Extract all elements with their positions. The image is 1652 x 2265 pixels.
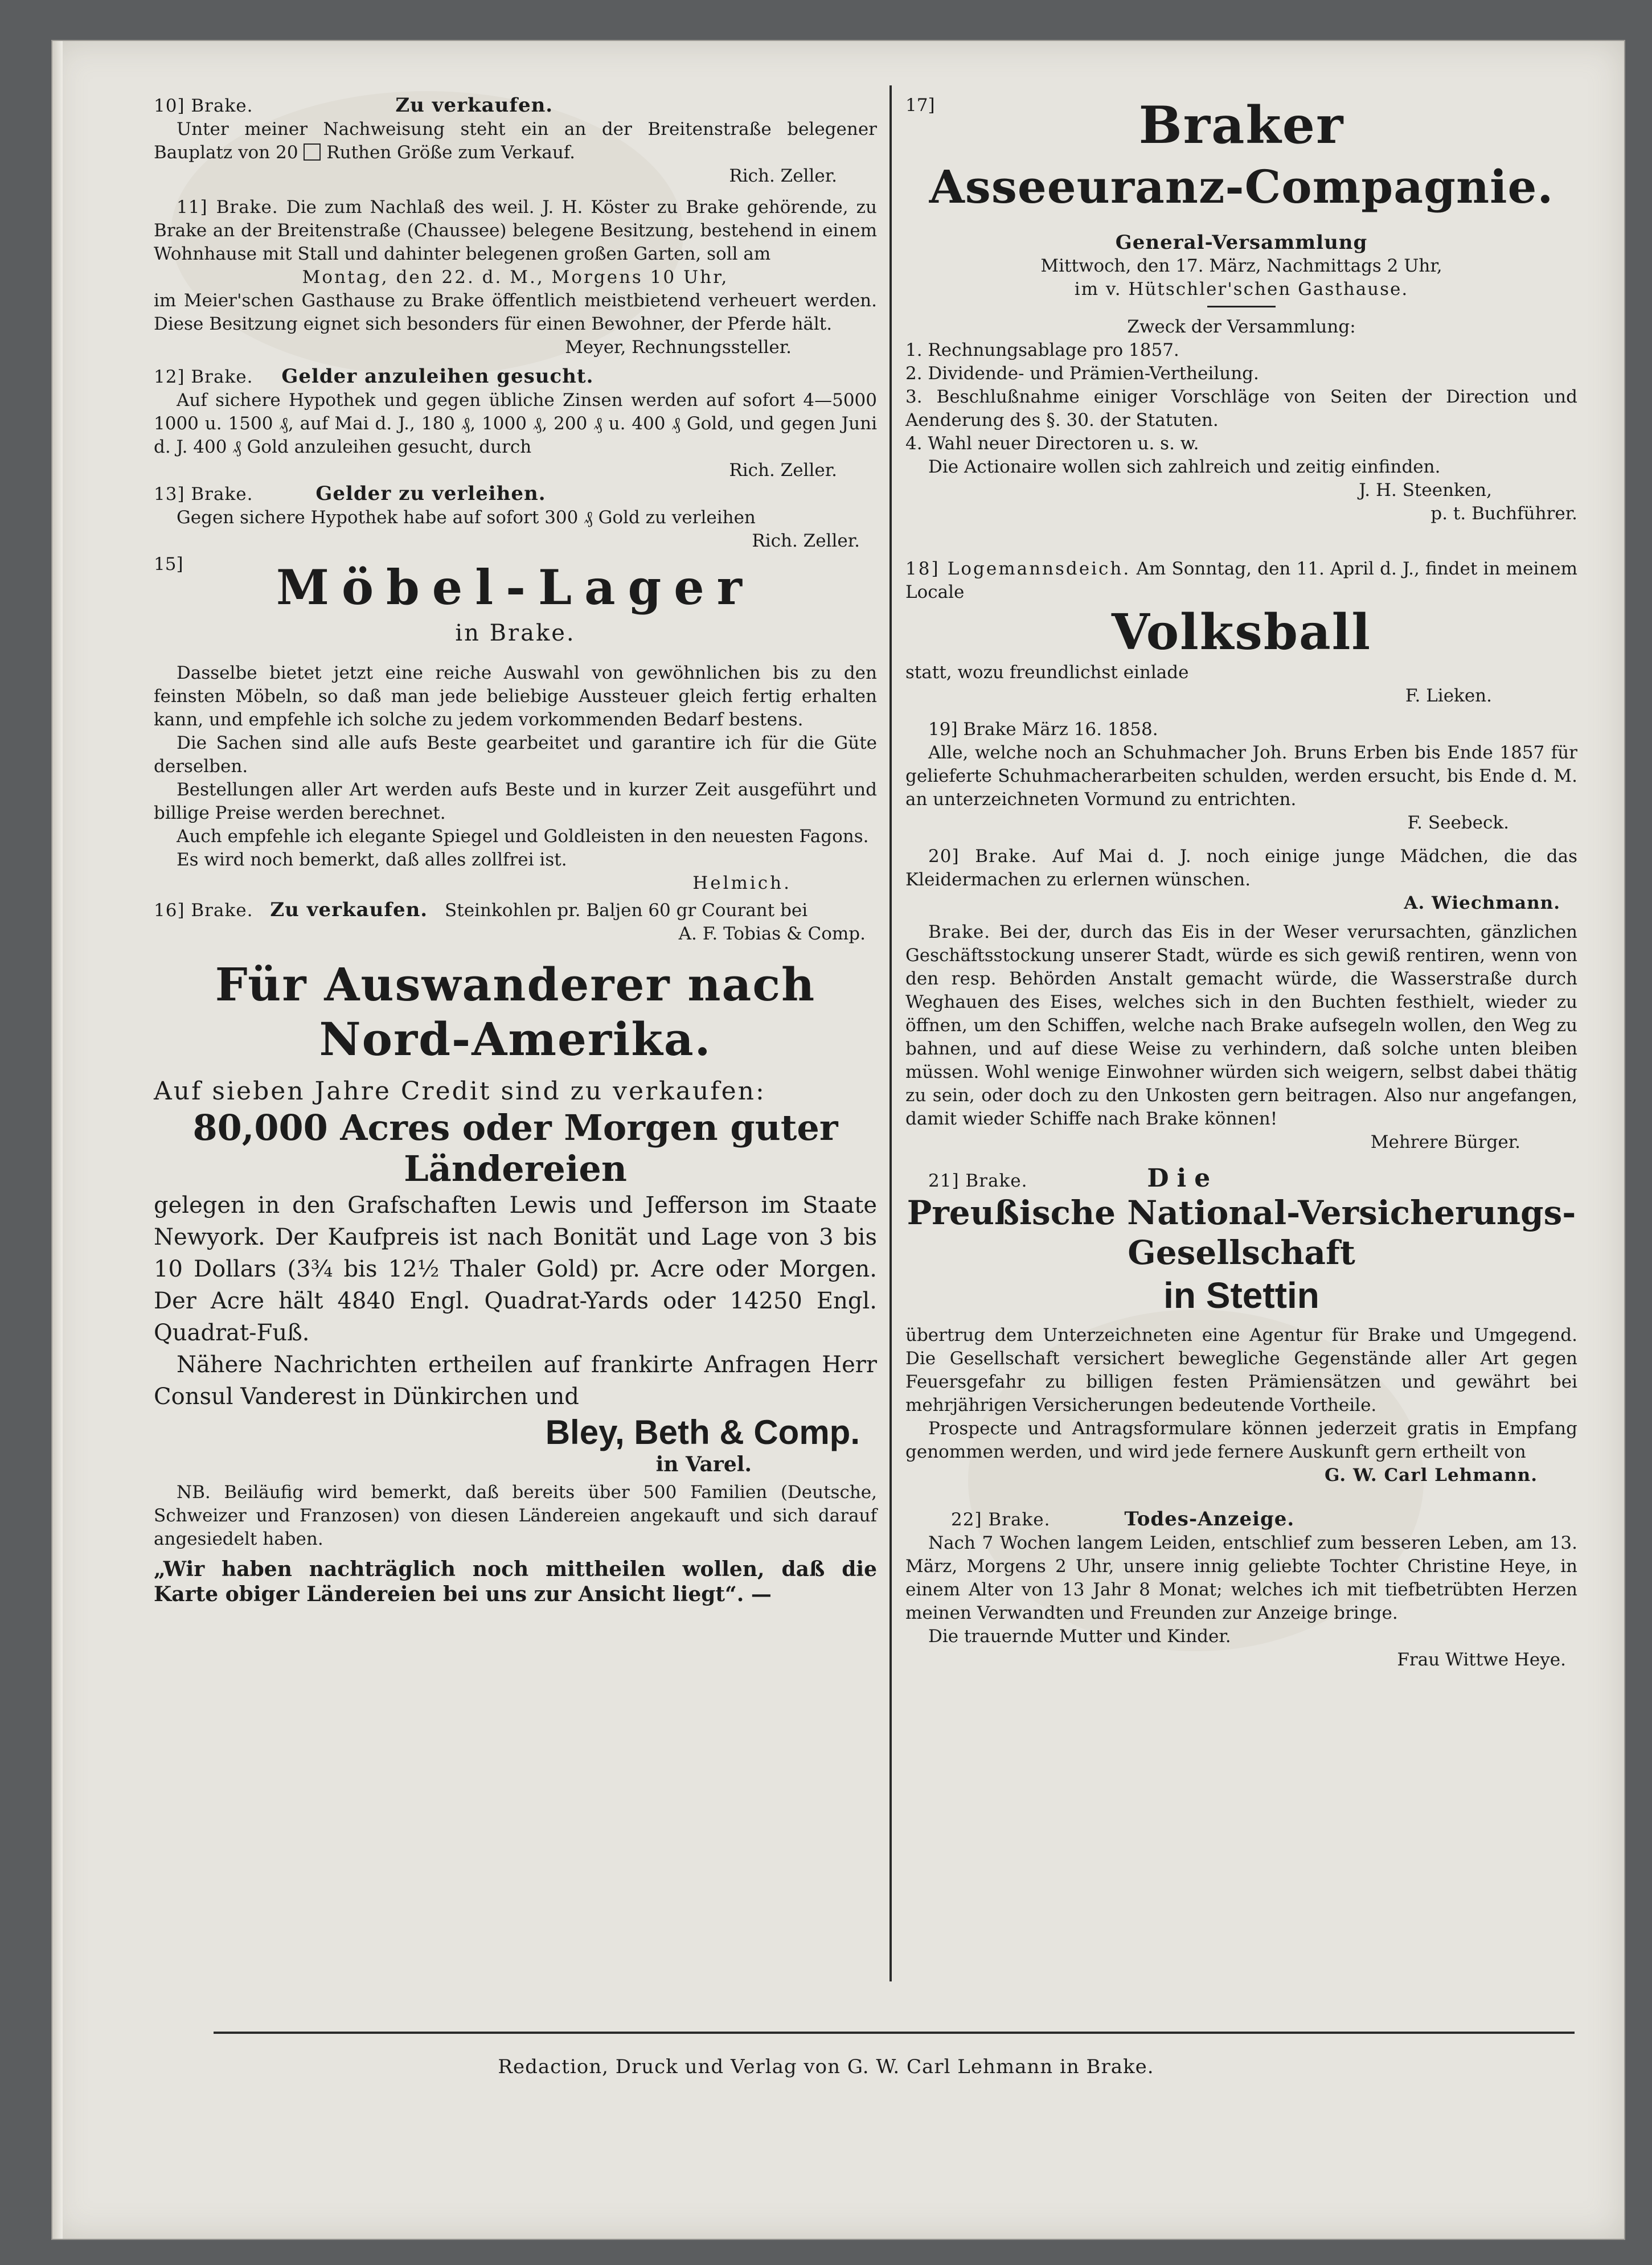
ad-signature: G. W. Carl Lehmann. — [1324, 1465, 1538, 1486]
ad-text: Am Sonntag, den 11. April d. J., findet in meinem Locale — [905, 559, 1578, 602]
ad-label: 22] Brake. — [951, 1509, 1051, 1530]
ad-date: Mittwoch, den 17. März, Nachmittags 2 Uhr, — [1040, 256, 1442, 276]
ad-heading: Gelder zu verleihen. — [315, 482, 546, 505]
ad-signature: Rich. Zeller. — [729, 460, 837, 481]
ad-label: 17] — [905, 95, 935, 116]
ad-label: 15] — [154, 554, 183, 575]
right-column — [905, 94, 1577, 1672]
ad-label: Brake. — [928, 922, 991, 942]
ad-heading: Zu verkaufen. — [270, 898, 428, 921]
ad-text: Gegen sichere Hypothek habe auf sofort 300 ₰ Gold zu verleihen — [177, 507, 756, 528]
firm-place: in Varel. — [655, 1452, 752, 1476]
footer-rule — [214, 2032, 1575, 2034]
ad-title: Braker — [1138, 95, 1344, 155]
ad-signature: J. H. Steenken, — [1359, 480, 1492, 500]
ad-text: Auf Mai d. J. noch einige junge Mädchen, die das Kleidermachen zu erlernen wünschen. — [905, 846, 1577, 890]
ad-text: Alle, welche noch an Schuhmacher Joh. Bruns Erben bis Ende 1857 für gelieferte Schuhmacherarbeiten schulden, werden ersucht, bis Ende d. M. an unterzeichneten Vormund zu entrichten. — [905, 742, 1577, 810]
ad-text: statt, wozu freundlichst einlade — [905, 662, 1189, 683]
ad-text: Bei der, durch das Eis in der Weser verursachten, gänzlichen Geschäftsstockung unserer Stadt, würde es sich gewiß rentiren, wenn von den resp. Behörden Anstalt gemacht würde, die Wasserstraße durch Weghauen des Eises, welches sich in den Buchten festhielt, wieder zu öffnen, um den Schiffen, welche nach Brake aufsegeln wollen, den Weg zu bahnen, und auf diese Weise zu verhindern, daß solche unten bleiben müssen. Wohl wenige Einwohner würden sich weigern, selbst dabei thätig zu sein, oder doch zu den Unkosten gern beitragen. Also nur angefangen, damit wieder Schiffe nach Brake können! — [905, 922, 1577, 1129]
ad-text: Nähere Nachrichten ertheilen auf frankirte Anfragen Herr Consul Vanderest in Dünkirchen und — [154, 1352, 877, 1410]
ad-title: Preußische National-Versicherungs-Gesellschaft — [907, 1193, 1576, 1272]
ad-note: NB. Beiläufig wird bemerkt, daß bereits über 500 Familien (Deutsche, Schweizer und Franzosen) von diesen Ländereien angekauft und sich darauf angesiedelt haben. — [154, 1482, 877, 1549]
column-divider — [889, 85, 892, 1981]
ad-signature: p. t. Buchführer. — [1430, 503, 1577, 524]
ad-11 — [154, 196, 877, 359]
ad-16 — [154, 898, 877, 946]
ad-15 — [154, 553, 877, 895]
ad-brake-ice — [905, 921, 1577, 1154]
ad-text: im Meier'schen Gasthause zu Brake öffentlich meistbietend verheuert werden. Diese Besitzung eignet sich besonders für einen Bewohner, der Pferde hält. — [154, 290, 877, 334]
ad-text: Die trauernde Mutter und Kinder. — [928, 1626, 1231, 1647]
imprint-footer: Redaction, Druck und Verlag von G. W. Carl Lehmann in Brake. — [498, 2055, 1154, 2078]
ad-signature: Helmich. — [692, 873, 792, 893]
ad-heading: General-Versammlung — [1115, 231, 1368, 254]
ad-text: Die zum Nachlaß des weil. J. H. Köster zu Brake gehörende, zu Brake an der Breitenstraße (Chaussee) belegene Besitzung, bestehend in einem Wohnhause mit Stall und dahinter belegenen großen Garten, soll am — [154, 197, 877, 264]
left-column — [154, 94, 877, 1607]
ad-20 — [905, 845, 1577, 915]
ad-heading: Todes-Anzeige. — [1124, 1508, 1295, 1530]
ad-19 — [905, 718, 1577, 835]
ad-text: gelegen in den Grafschaften Lewis und Jefferson im Staate Newyork. Der Kaufpreis ist nach Bonität und Lage von 3 bis 10 Dollars (3¾ bis 12½ Thaler Gold) pr. Acre oder Morgen. Der Acre hält 4840 Engl. Quadrat-Yards oder 14250 Engl. Quadrat-Fuß. — [154, 1192, 877, 1346]
ad-18 — [905, 557, 1577, 708]
ad-label: 13] Brake. — [154, 484, 253, 504]
ad-text: Ruthen Größe zum Verkauf. — [326, 142, 576, 163]
ad-place: in Stettin — [1163, 1275, 1319, 1316]
ad-signature: Frau Wittwe Heye. — [1397, 1649, 1566, 1670]
short-rule — [1207, 306, 1276, 307]
ad-text: Bestellungen aller Art werden aufs Beste und in kurzer Zeit ausgeführt und billige Preise werden berechnet. — [154, 779, 877, 823]
list-item: 2. Dividende- und Prämien-Vertheilung. — [905, 363, 1259, 384]
ad-title: Möbel-Lager — [276, 559, 755, 616]
firm-name: Bley, Beth & Comp. — [545, 1413, 860, 1451]
ad-label: 19] Brake März 16. 1858. — [928, 719, 1158, 740]
ad-13 — [154, 482, 877, 553]
ad-label: 20] Brake. — [928, 846, 1038, 867]
ad-title: Volksball — [1111, 604, 1372, 661]
ad-signature: F. Lieken. — [1405, 686, 1492, 706]
ad-label: 12] Brake. — [154, 367, 253, 387]
ad-emigrants — [154, 957, 877, 1607]
ad-heading: Gelder anzuleihen gesucht. — [281, 365, 594, 388]
ad-text: übertrug dem Unterzeichneten eine Agentur für Brake und Umgegend. Die Gesellschaft versichert bewegliche Gegenstände aller Art gegen Feuersgefahr zu billigen festen Prämiensätzen und gewährt bei mehrjährigen Versicherungen bedeutende Vortheile. — [905, 1325, 1577, 1415]
ad-signature: A. Wiechmann. — [1404, 893, 1560, 913]
ad-label: 21] Brake. — [928, 1171, 1028, 1191]
ad-heading: Zu verkaufen. — [395, 94, 554, 117]
ad-label: 16] Brake. — [154, 900, 253, 921]
ad-21 — [905, 1164, 1577, 1487]
ad-12 — [154, 365, 877, 482]
ad-17 — [905, 94, 1577, 526]
ad-signature: A. F. Tobias & Comp. — [678, 924, 866, 944]
ad-line: 80,000 Acres oder Morgen guter Ländereien — [192, 1107, 838, 1189]
list-item: 1. Rechnungsablage pro 1857. — [905, 340, 1179, 360]
ad-title: Asseeuranz-Compagnie. — [929, 160, 1554, 214]
ad-title: Für Auswanderer nach Nord-Amerika. — [215, 958, 816, 1066]
ad-22 — [905, 1508, 1577, 1672]
ad-heading: Die — [1147, 1164, 1219, 1193]
ad-subheading: Zweck der Versammlung: — [1127, 317, 1356, 337]
ad-text: Es wird noch bemerkt, daß alles zollfrei ist. — [177, 850, 567, 870]
ad-signature: Rich. Zeller. — [752, 531, 860, 551]
ad-text: Nach 7 Wochen langem Leiden, entschlief zum besseren Leben, am 13. März, Morgens 2 Uhr, unsere innig geliebte Tochter Christine Heye, in einem Alter von 13 Jahr 8 Monat; welches ich mit tiefbetrübten Herzen meinen Verwandten und Freunden zur Anzeige bringe. — [905, 1533, 1577, 1623]
ad-line: Auf sieben Jahre Credit sind zu verkaufen: — [154, 1077, 766, 1106]
ad-signature: F. Seebeck. — [1407, 813, 1509, 833]
square-symbol — [304, 143, 321, 161]
ad-text: Auf sichere Hypothek und gegen übliche Zinsen werden auf sofort 4—5000 1000 u. 1500 ₰, auf Mai d. J., 180 ₰, 1000 ₰, 200 ₰ u. 400 ₰ Gold, und gegen Juni d. J. 400 ₰ Gold anzuleihen gesucht, durch — [154, 390, 877, 457]
ad-text: Prospecte und Antragsformulare können jederzeit gratis in Empfang genommen werden, und wird jede fernere Auskunft gern ertheilt von — [905, 1418, 1577, 1462]
ad-place: im v. Hütschler'schen Gasthause. — [1074, 279, 1409, 299]
ad-text: Auch empfehle ich elegante Spiegel und Goldleisten in den neuesten Fagons. — [177, 826, 869, 847]
ad-quote: „Wir haben nachträglich noch mittheilen wollen, daß die Karte obiger Ländereien bei uns zur Ansicht liegt“. — — [154, 1557, 877, 1606]
list-item: 4. Wahl neuer Directoren u. s. w. — [905, 433, 1199, 454]
ad-label: 10] Brake. — [154, 96, 253, 116]
ad-10 — [154, 94, 877, 188]
ad-date: Montag, den 22. d. M., Morgens 10 Uhr, — [302, 267, 729, 288]
ad-label: 18] Logemannsdeich. — [905, 559, 1131, 579]
list-item: 3. Beschlußnahme einiger Vorschläge von Seiten der Direction und Aenderung des §. 30. der Statuten. — [905, 387, 1577, 430]
ad-note: Die Actionaire wollen sich zahlreich und zeitig einfinden. — [928, 457, 1441, 477]
ad-text: Steinkohlen pr. Baljen 60 gr Courant bei — [445, 900, 808, 921]
ad-label: 11] Brake. — [177, 197, 278, 218]
ad-text: Die Sachen sind alle aufs Beste gearbeitet und garantire ich für die Güte derselben. — [154, 733, 877, 777]
page-edge — [52, 41, 63, 2239]
ad-signature: Rich. Zeller. — [729, 166, 837, 186]
ad-subtitle: in Brake. — [455, 620, 576, 646]
ad-signature: Meyer, Rechnungssteller. — [565, 337, 792, 358]
ad-text: Unter meiner Nachweisung steht ein an der Breitenstraße belegener Bauplatz von 20 — [154, 119, 877, 163]
ad-text: Dasselbe bietet jetzt eine reiche Auswahl von gewöhnlichen bis zu den feinsten Möbeln, so daß man jede beliebige Aussteuer gleich fertig erhalten kann, und empfehle ich solche zu jedem vorkommenden Bedarf bestens. — [154, 663, 877, 730]
ad-signature: Mehrere Bürger. — [1370, 1132, 1520, 1152]
